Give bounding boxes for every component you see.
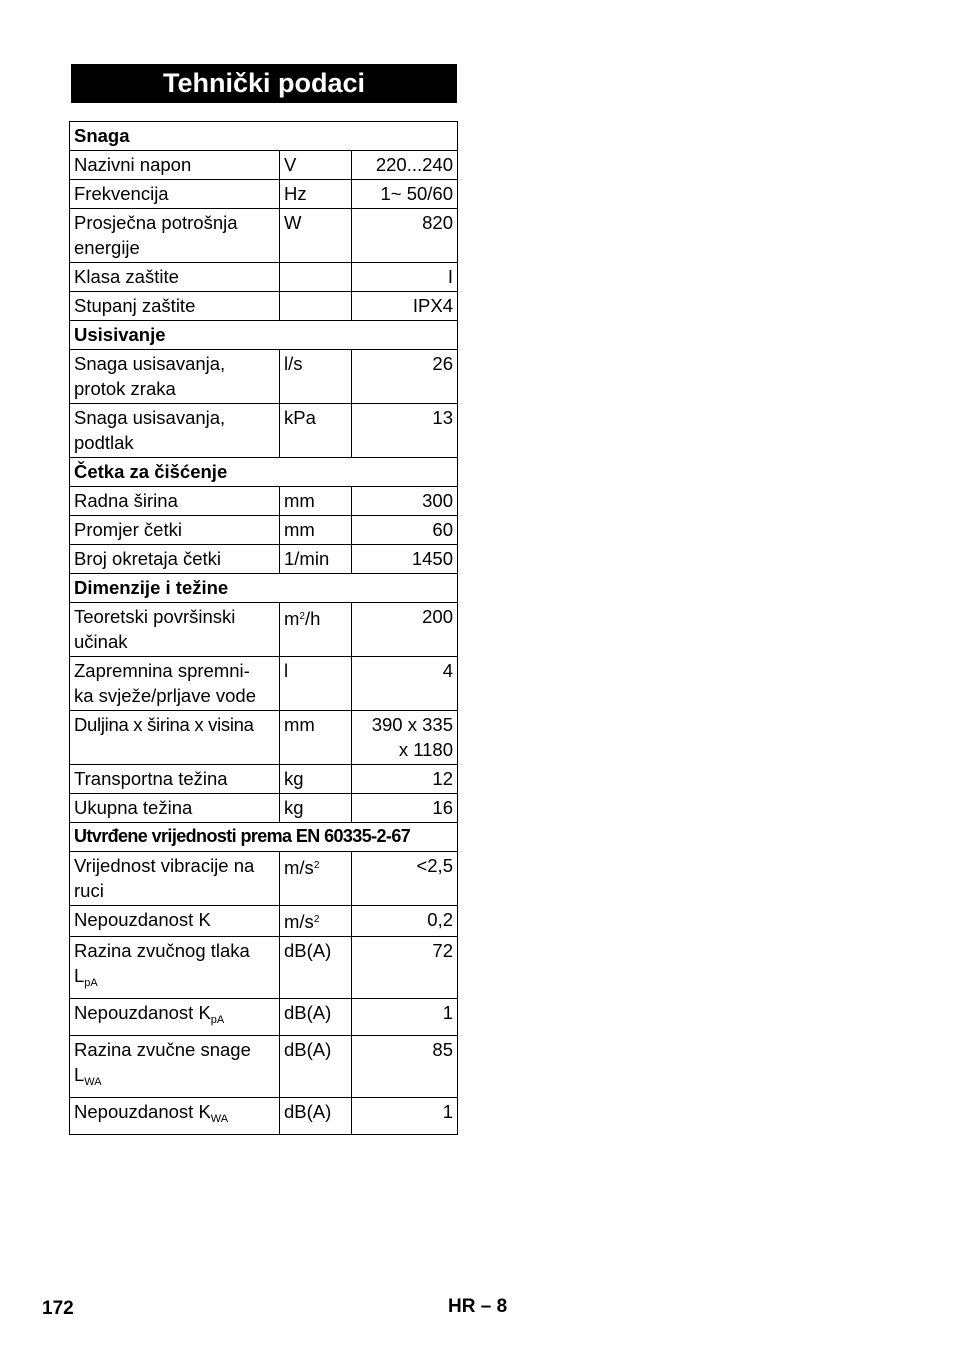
page-title: Tehnički podaci [71, 64, 457, 103]
param-value: 300 [352, 487, 458, 516]
param-unit: kg [280, 794, 352, 823]
param-value: I [352, 263, 458, 292]
table-row [70, 937, 458, 999]
param-name: Stupanj zaštite [70, 292, 280, 321]
param-unit: W [280, 209, 352, 263]
table-row [70, 545, 458, 574]
param-name: Nazivni napon [70, 151, 280, 180]
table-row [70, 711, 458, 765]
section-header-row [70, 458, 458, 487]
param-unit: dB(A) [280, 999, 352, 1036]
param-value: 220...240 [352, 151, 458, 180]
unit-superscript: 2 [299, 611, 305, 622]
unit-base: m/s [284, 911, 314, 932]
section-title: Utvrđene vrijednosti prema EN 60335-2-67 [70, 823, 458, 852]
section-title: Usisivanje [70, 321, 458, 350]
param-name: Radna širina [70, 487, 280, 516]
param-value: 4 [352, 657, 458, 711]
param-value: IPX4 [352, 292, 458, 321]
table-row [70, 852, 458, 906]
param-unit [280, 603, 352, 657]
param-name-subscript: WA [84, 1076, 102, 1088]
param-unit: dB(A) [280, 1036, 352, 1098]
section-header-row [70, 823, 458, 852]
param-value: 26 [352, 350, 458, 404]
param-value: 1 [352, 999, 458, 1036]
table-row [70, 350, 458, 404]
unit-base: m/s [284, 857, 314, 878]
param-unit [280, 906, 352, 937]
table-row [70, 404, 458, 458]
param-value: 200 [352, 603, 458, 657]
table-row [70, 794, 458, 823]
param-unit [280, 852, 352, 906]
param-name [70, 1036, 280, 1098]
param-name: Prosječna potrošnja energije [70, 209, 280, 263]
param-unit: dB(A) [280, 1098, 352, 1135]
param-name: Broj okretaja četki [70, 545, 280, 574]
table-row [70, 603, 458, 657]
param-name: Frekvencija [70, 180, 280, 209]
table-row [70, 657, 458, 711]
param-unit: kg [280, 765, 352, 794]
value-line: x 1180 [398, 739, 453, 760]
param-value: 60 [352, 516, 458, 545]
section-header-row [70, 122, 458, 151]
table-row [70, 1098, 458, 1135]
param-value: 0,2 [352, 906, 458, 937]
param-name: Nepouzdanost K [70, 906, 280, 937]
param-value [352, 711, 458, 765]
param-value: 1450 [352, 545, 458, 574]
param-value: 1 [352, 1098, 458, 1135]
param-unit: mm [280, 711, 352, 765]
param-unit: Hz [280, 180, 352, 209]
table-row [70, 487, 458, 516]
param-name-text: Razina zvučnog tlaka L [74, 940, 250, 986]
param-name [70, 937, 280, 999]
table-row [70, 180, 458, 209]
param-name-subscript: pA [84, 977, 98, 989]
param-name-subscript: pA [210, 1014, 225, 1026]
param-value: 820 [352, 209, 458, 263]
param-name: Klasa zaštite [70, 263, 280, 292]
unit-rest: /h [304, 608, 321, 629]
table-row [70, 999, 458, 1036]
param-unit [280, 263, 352, 292]
param-value: 16 [352, 794, 458, 823]
param-name: Ukupna težina [70, 794, 280, 823]
param-unit [280, 292, 352, 321]
param-value: 12 [352, 765, 458, 794]
section-title: Dimenzije i težine [70, 574, 458, 603]
param-name [70, 1098, 280, 1135]
param-unit: l/s [280, 350, 352, 404]
param-name: Teoretski površinski učinak [70, 603, 280, 657]
param-name: Vrijednost vibracije na ruci [70, 852, 280, 906]
param-name-text: Razina zvučne snage L [74, 1039, 251, 1085]
table-row [70, 263, 458, 292]
param-name-line: ka svježe/prljave vode [74, 685, 257, 706]
param-value: 13 [352, 404, 458, 458]
param-value: 85 [352, 1036, 458, 1098]
table-row [70, 151, 458, 180]
param-name: Transportna težina [70, 765, 280, 794]
param-unit: mm [280, 516, 352, 545]
param-name: Promjer četki [70, 516, 280, 545]
page-number: 172 [42, 1298, 74, 1319]
param-unit: dB(A) [280, 937, 352, 999]
param-name-line: Zapremnina spremni- [74, 660, 250, 681]
table-row [70, 209, 458, 263]
param-unit: V [280, 151, 352, 180]
section-header-row [70, 321, 458, 350]
param-name [70, 999, 280, 1036]
param-name-text: Nepouzdanost K [74, 1101, 211, 1122]
param-name-text: Nepouzdanost K [74, 1002, 211, 1023]
unit-base: m [284, 608, 300, 629]
param-name [70, 657, 280, 711]
value-line: 390 x 335 [371, 714, 453, 735]
section-header-row [70, 574, 458, 603]
param-unit: kPa [280, 404, 352, 458]
technical-data-table [69, 121, 458, 1135]
table-row [70, 765, 458, 794]
param-name-subscript: WA [210, 1113, 229, 1125]
unit-superscript: 2 [313, 914, 320, 925]
param-value: 72 [352, 937, 458, 999]
param-name: Snaga usisavanja, podtlak [70, 404, 280, 458]
param-name: Snaga usisavanja, protok zraka [70, 350, 280, 404]
table-row [70, 906, 458, 937]
section-title: Četka za čišćenje [70, 458, 458, 487]
param-value: 1~ 50/60 [352, 180, 458, 209]
unit-superscript: 2 [313, 860, 320, 871]
param-unit: l [280, 657, 352, 711]
language-page-label: HR – 8 [448, 1296, 508, 1317]
section-title: Snaga [70, 122, 458, 151]
param-unit: mm [280, 487, 352, 516]
table-row [70, 292, 458, 321]
param-unit: 1/min [280, 545, 352, 574]
param-name: Duljina x širina x visina [70, 711, 280, 765]
table-row [70, 1036, 458, 1098]
table-row [70, 516, 458, 545]
param-value: <2,5 [352, 852, 458, 906]
